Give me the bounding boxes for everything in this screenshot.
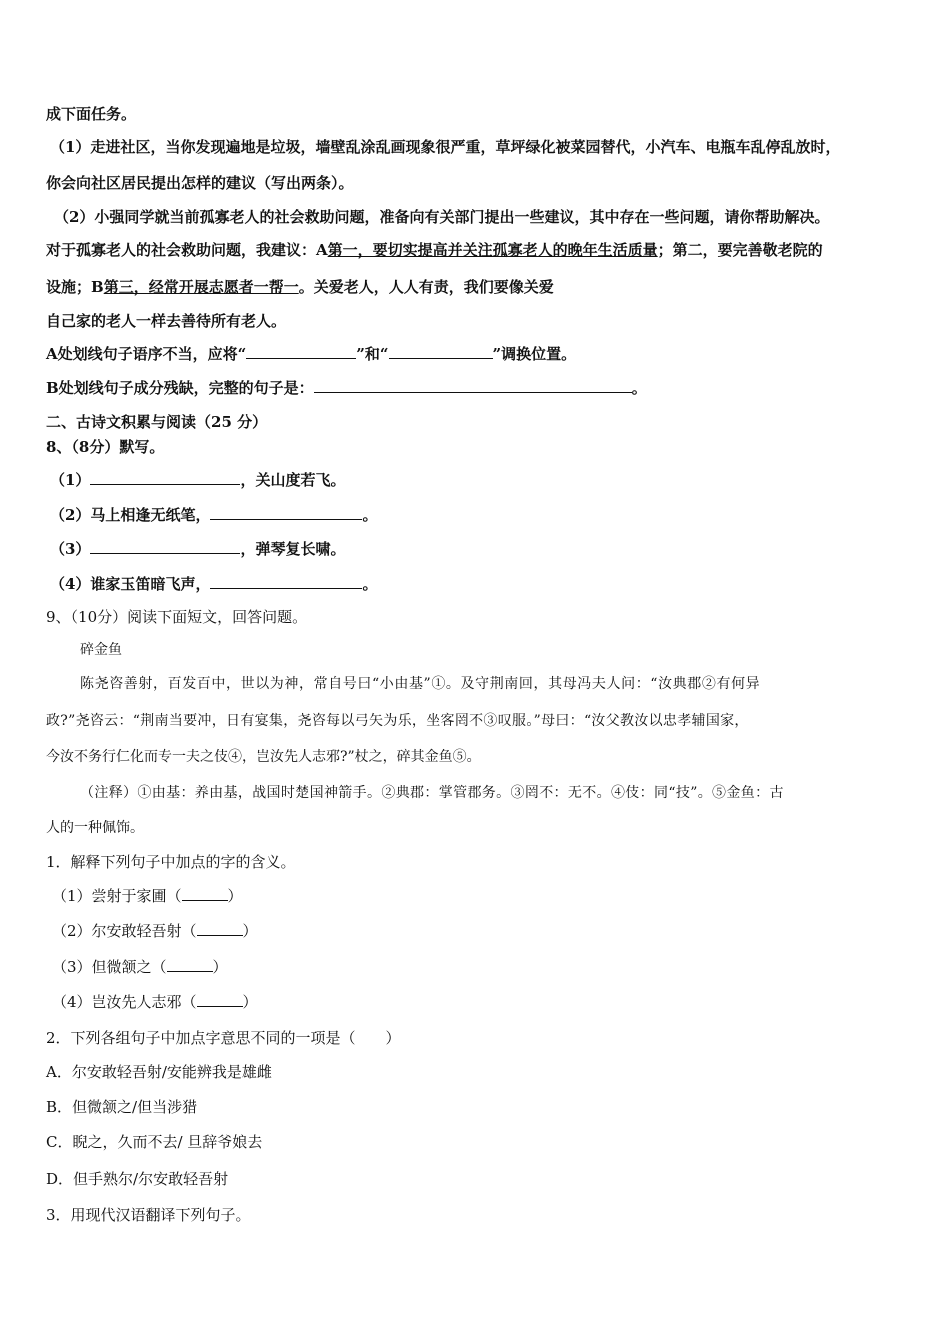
passage-title: 碎金鱼 <box>80 642 122 658</box>
q7-part2-line3-post: 。关爱老人，人人有责，我们要像关爱 <box>298 278 554 296</box>
q8-l4-pre: （4）谁家玉笛暗飞声， <box>50 575 211 593</box>
q7-part2-line2-post: ；第二，要完善敬老院的 <box>657 241 823 259</box>
q7-part1-line1: （1）走进社区，当你发现遍地是垃圾，墙壁乱涂乱画现象很严重，草坪绿化被菜园替代，小汽车、电瓶车乱停乱放时， <box>50 138 841 156</box>
q8-line-1 <box>50 470 345 490</box>
q8-l3-post: ，弹琴复长啸。 <box>240 540 346 558</box>
answer-b-pre: B处划线句子成分残缺，完整的句子是： <box>46 379 314 397</box>
q7-answer-b <box>46 378 647 398</box>
sub2-title: 2．下列各组句子中加点字意思不同的一项是（ ） <box>46 1029 401 1047</box>
sub1-item-1 <box>52 886 243 906</box>
sub1-item-2 <box>52 921 258 941</box>
sub1-blank-2[interactable] <box>197 921 243 936</box>
answer-a-post: ”调换位置。 <box>492 345 577 363</box>
sub2-option-a[interactable]: A．尔安敢轻吾射/安能辨我是雄雌 <box>46 1063 272 1081</box>
q7-part2-line3 <box>46 277 554 297</box>
q8-l2-post: 。 <box>362 506 378 524</box>
q8-line-2 <box>50 505 377 525</box>
answer-a-pre: A处划线句子语序不当，应将“ <box>46 345 247 363</box>
q8-blank-2[interactable] <box>210 505 362 520</box>
sub1-item-2-text: （2）尔安敢轻吾射（ <box>52 922 197 940</box>
q7-part2-line4: 自己家的老人一样去善待所有老人。 <box>46 312 287 330</box>
q8-line-4 <box>50 574 377 594</box>
sub1-item-2-close: ） <box>242 922 258 940</box>
sub1-item-3-close: ） <box>212 958 228 976</box>
sub1-item-1-text: （1）尝射于家圃（ <box>52 887 182 905</box>
q7-part2-line3-pre: 设施；B <box>46 278 104 296</box>
q8-l3-pre: （3） <box>50 540 91 558</box>
q8-line-3 <box>50 539 345 559</box>
q8-l4-post: 。 <box>362 575 378 593</box>
sub1-item-3-text: （3）但微颔之（ <box>52 958 167 976</box>
passage-line-3: 今汝不务行仁化而专一夫之伎④，岂汝先人志邪?”杖之，碎其金鱼⑤。 <box>46 749 481 765</box>
sub2-option-c[interactable]: C．睨之，久而不去/ 旦辞爷娘去 <box>46 1133 263 1151</box>
sub1-blank-1[interactable] <box>182 886 228 901</box>
note-line-1: （注释）①由基：养由基，战国时楚国神箭手。②典郡：掌管郡务。③罔不：无不。④伎：同“技”。⑤金鱼：古 <box>80 785 784 801</box>
answer-a-mid: ”和“ <box>356 345 389 363</box>
sub3-title: 3．用现代汉语翻译下列句子。 <box>46 1206 251 1224</box>
sub1-item-4-text: （4）岂汝先人志邪（ <box>52 993 197 1011</box>
q8-l1-pre: （1） <box>50 471 91 489</box>
sub2-option-b[interactable]: B．但微颔之/但当涉猎 <box>46 1098 198 1116</box>
note-line-2: 人的一种佩饰。 <box>46 820 144 836</box>
sub1-item-4 <box>52 992 258 1012</box>
passage-line-2: 政?”尧咨云：“荆南当要冲，日有宴集，尧咨每以弓矢为乐，坐客罔不③叹服。”母曰：“汝父教汝以忠孝辅国家， <box>46 713 749 729</box>
q7-part2-line2 <box>46 240 823 260</box>
q8-blank-3[interactable] <box>90 539 240 554</box>
q7-answer-a <box>46 344 576 364</box>
answer-a-blank-1[interactable] <box>246 344 356 359</box>
q7-part1-line2: 你会向社区居民提出怎样的建议（写出两条）。 <box>46 174 354 192</box>
sub1-blank-3[interactable] <box>167 957 213 972</box>
sub1-item-4-close: ） <box>242 993 258 1011</box>
task-intro: 成下面任务。 <box>46 105 137 123</box>
answer-b-post: 。 <box>631 379 647 397</box>
q7-part2-line2-pre: 对于孤寡老人的社会救助问题，我建议：A <box>46 241 328 259</box>
underlined-sentence-b: 第三，经常开展志愿者一帮一 <box>103 278 299 296</box>
sub1-item-1-close: ） <box>227 887 243 905</box>
answer-a-blank-2[interactable] <box>389 344 493 359</box>
q8-title: 8、（8分）默写。 <box>46 438 165 456</box>
sub1-title: 1．解释下列句子中加点的字的含义。 <box>46 853 296 871</box>
sub1-blank-4[interactable] <box>197 992 243 1007</box>
q9-title: 9、（10分）阅读下面短文，回答问题。 <box>46 608 308 626</box>
section-2-title: 二、古诗文积累与阅读（25 分） <box>46 413 268 431</box>
passage-line-1: 陈尧咨善射，百发百中，世以为神，常自号曰“小由基”①。及守荆南回，其母冯夫人问：“汝典郡②有何异 <box>80 676 761 692</box>
answer-b-blank[interactable] <box>314 378 632 393</box>
underlined-sentence-a: 第一，要切实提高并关注孤寡老人的晚年生活质量 <box>327 241 658 259</box>
q8-l1-post: ，关山度若飞。 <box>240 471 346 489</box>
q8-l2-pre: （2）马上相逢无纸笔， <box>50 506 211 524</box>
sub1-item-3 <box>52 957 228 977</box>
q8-blank-4[interactable] <box>210 574 362 589</box>
q7-part2-line1: （2）小强同学就当前孤寡老人的社会救助问题，准备向有关部门提出一些建议，其中存在一些问题，请你帮助解决。 <box>54 208 830 226</box>
q8-blank-1[interactable] <box>90 470 240 485</box>
sub2-option-d[interactable]: D．但手熟尔/尔安敢轻吾射 <box>46 1170 229 1188</box>
